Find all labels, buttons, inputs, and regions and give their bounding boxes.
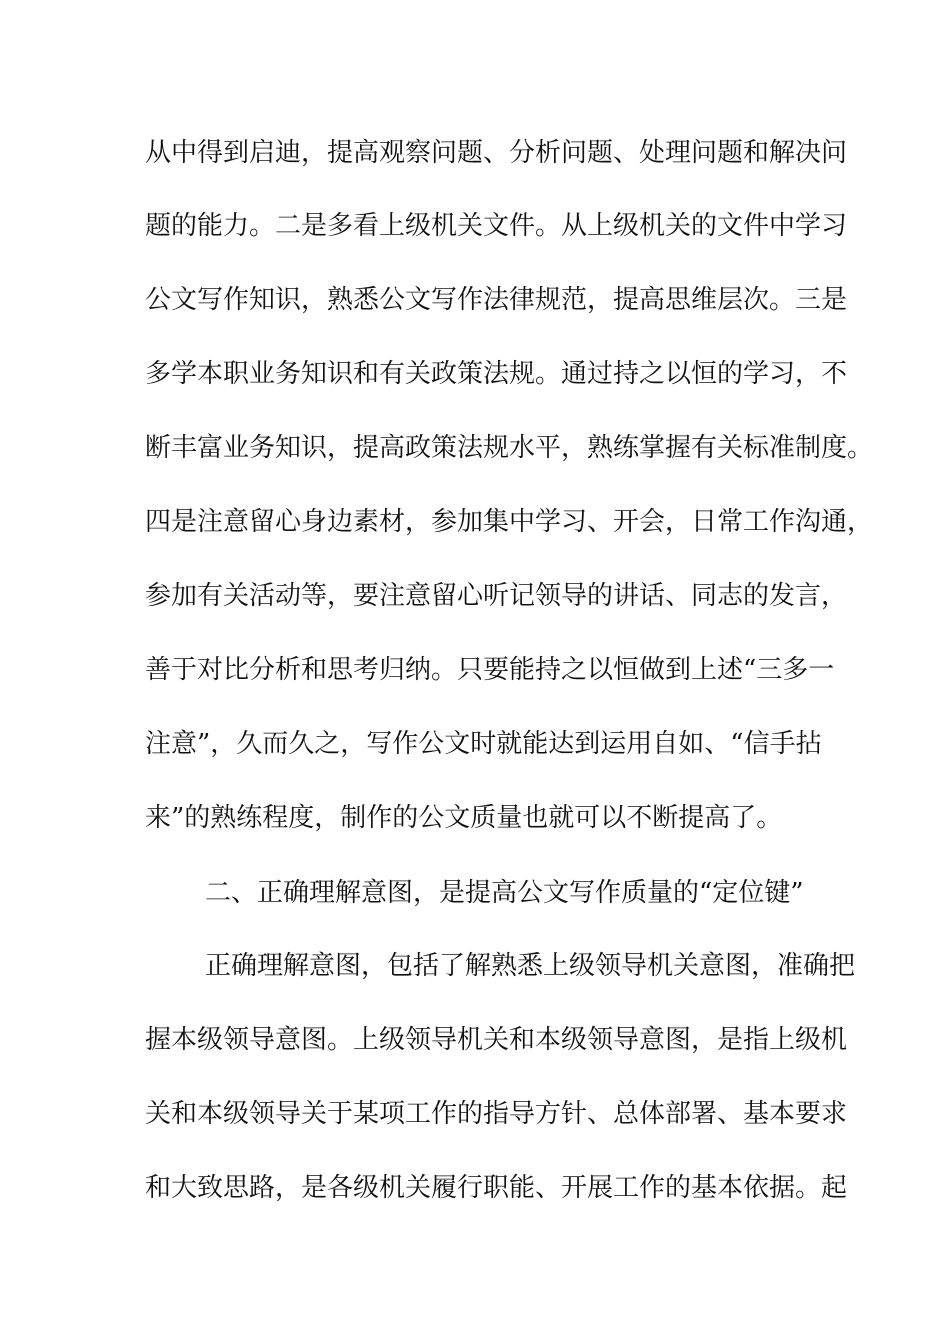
- section-heading: 二、正确理解意图，是提高公文写作质量的“定位键”: [205, 878, 804, 908]
- text-line-8: 善于对比分析和思考归纳。只要能持之以恒做到上述“三多一: [145, 655, 835, 685]
- text-line-3: 公文写作知识，熟悉公文写作法律规范，提高思维层次。三是: [145, 285, 848, 315]
- text-line-2: 题的能力。二是多看上级机关文件。从上级机关的文件中学习: [145, 211, 848, 241]
- text-line-9: 注意”，久而久之，写作公文时就能达到运用自如、“信手拈: [145, 729, 822, 759]
- text-line-12: 正确理解意图，包括了解熟悉上级领导机关意图，准确把: [205, 951, 856, 981]
- text-line-4: 多学本职业务知识和有关政策法规。通过持之以恒的学习，不: [145, 359, 848, 389]
- text-line-14: 关和本级领导关于某项工作的指导方针、总体部署、基本要求: [145, 1099, 848, 1129]
- text-line-1: 从中得到启迪，提高观察问题、分析问题、处理问题和解决问: [145, 138, 848, 168]
- text-line-15: 和大致思路，是各级机关履行职能、开展工作的基本依据。起: [145, 1173, 848, 1203]
- text-line-6: 四是注意留心身边素材，参加集中学习、开会，日常工作沟通，: [145, 507, 874, 537]
- text-line-13: 握本级领导意图。上级领导机关和本级领导意图，是指上级机: [145, 1025, 848, 1055]
- text-line-5: 断丰富业务知识，提高政策法规水平，熟练掌握有关标准制度。: [145, 433, 874, 463]
- text-line-7: 参加有关活动等，要注意留心听记领导的讲话、同志的发言，: [145, 581, 848, 611]
- text-line-10: 来”的熟练程度，制作的公文质量也就可以不断提高了。: [145, 803, 783, 833]
